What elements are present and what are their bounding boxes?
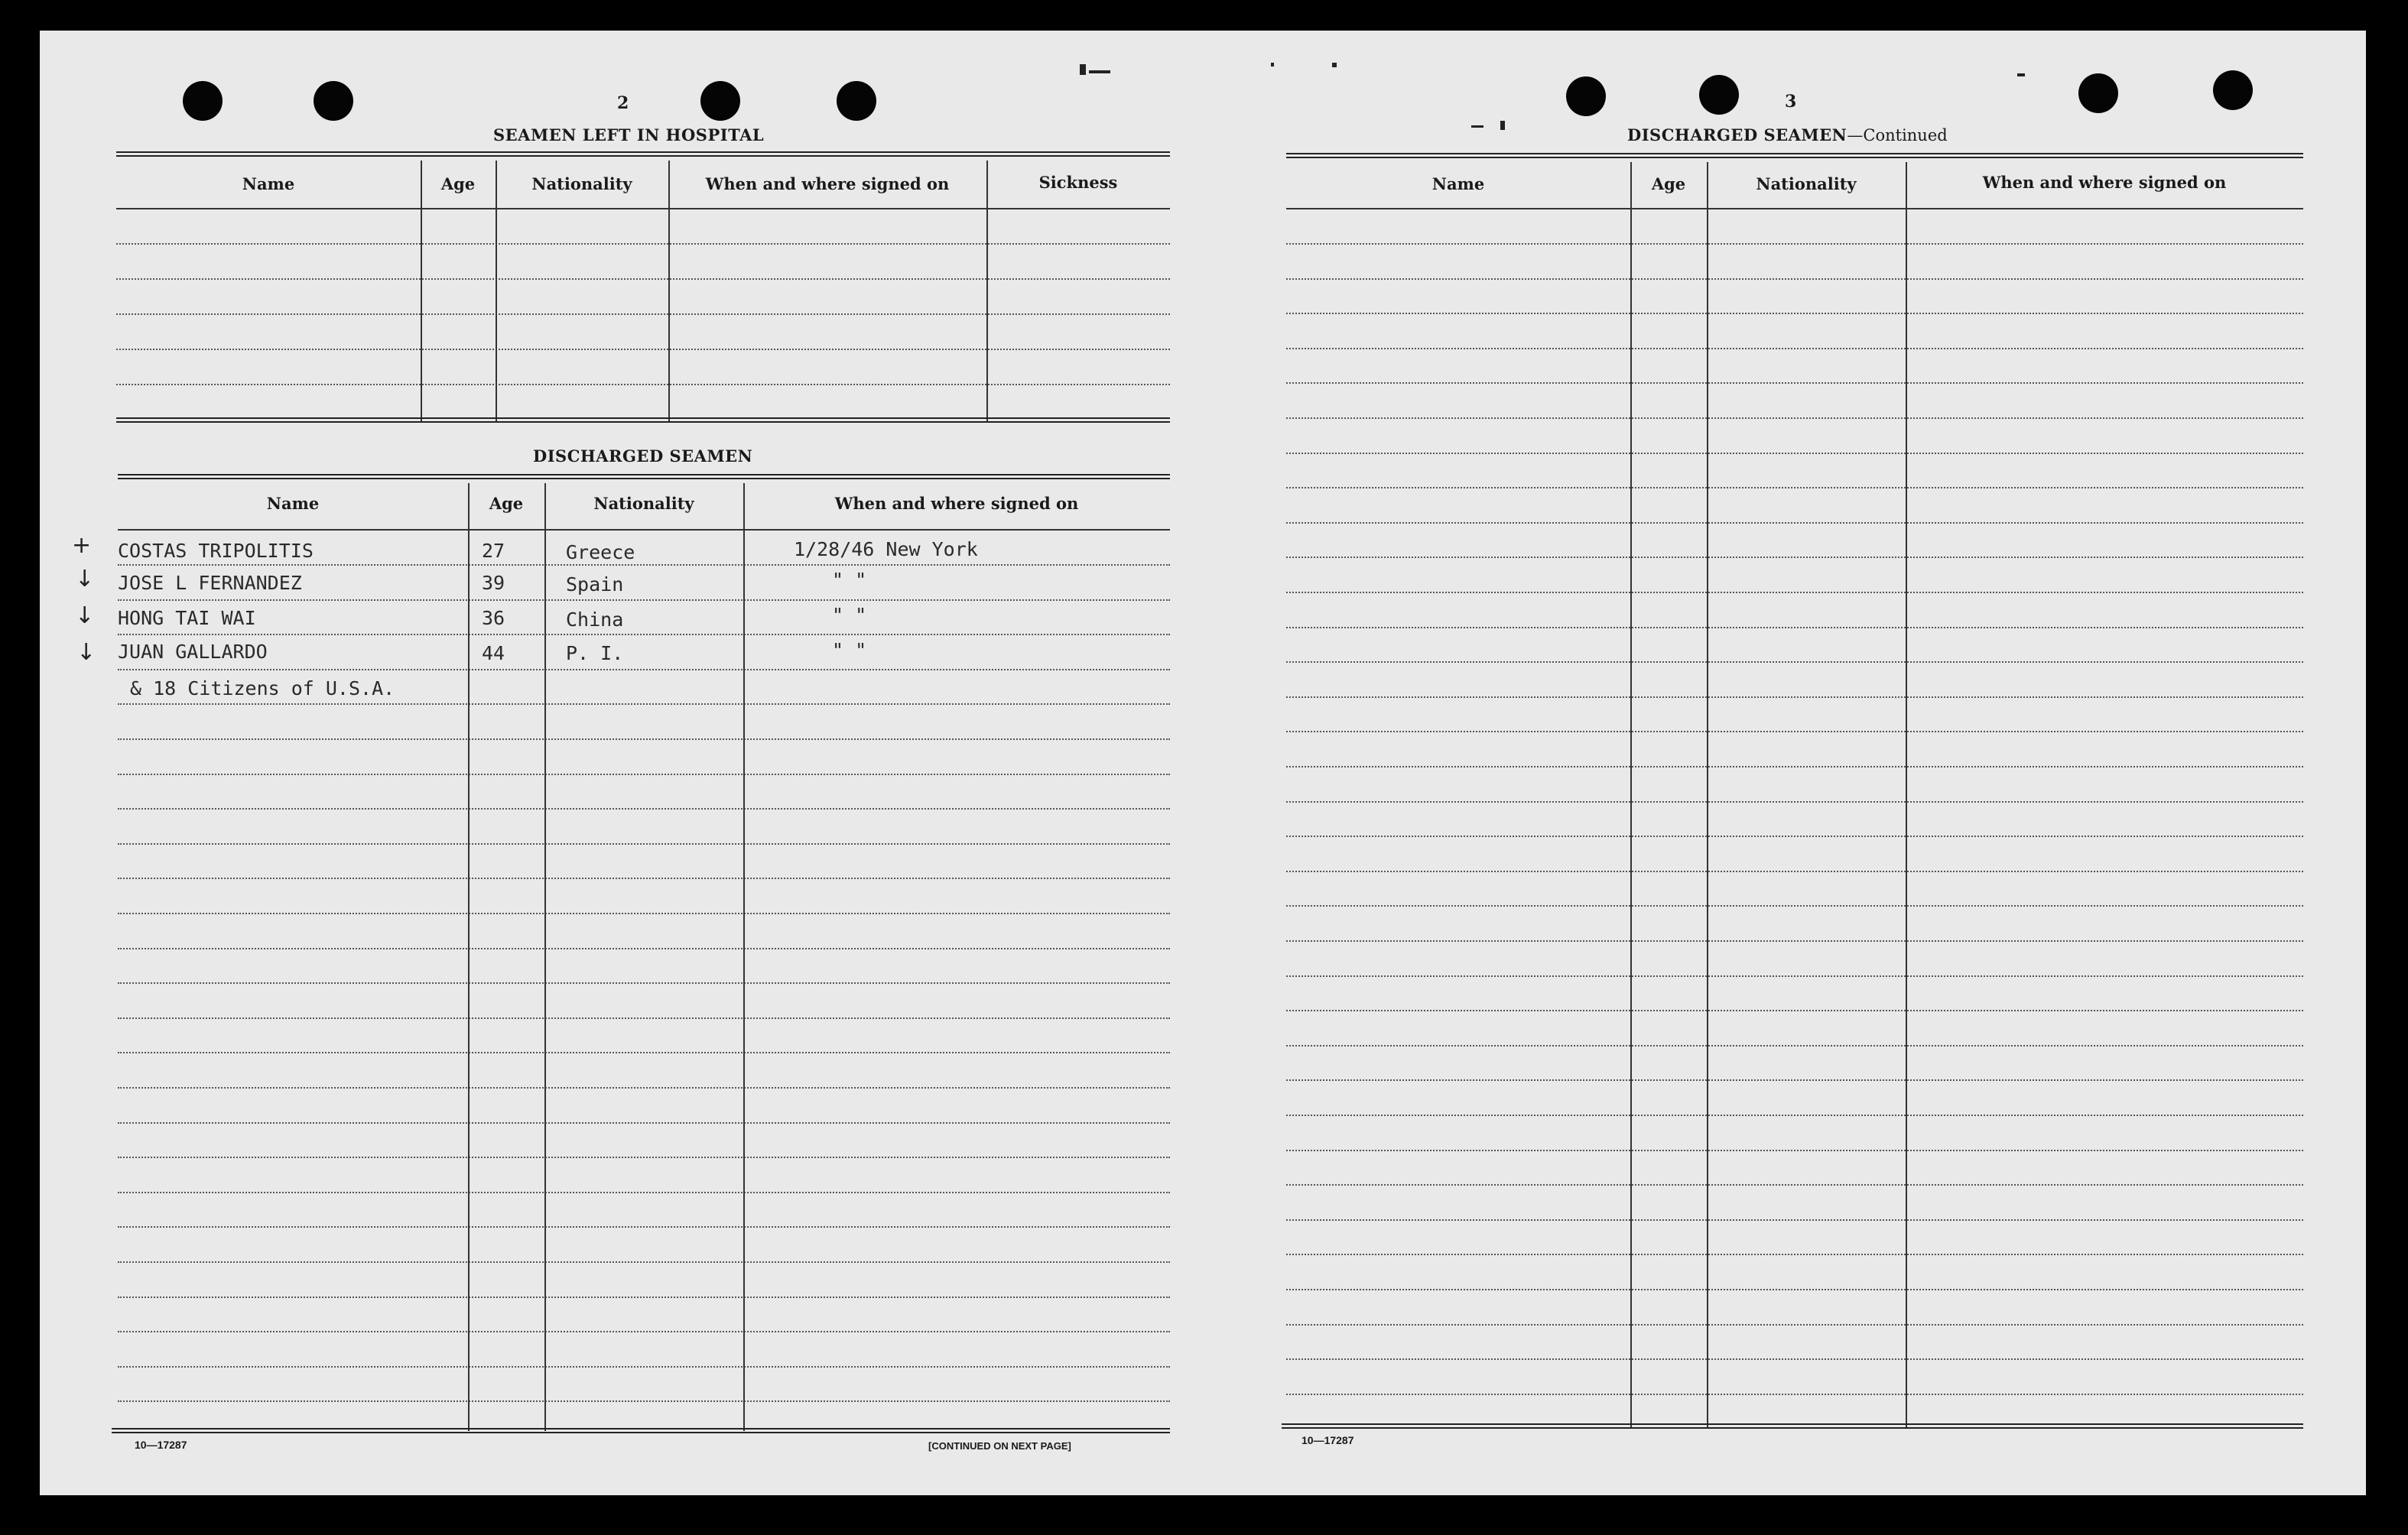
section-title-main: DISCHARGED SEAMEN (1627, 125, 1847, 144)
row-line (1286, 940, 2303, 942)
row-line (1286, 243, 2303, 245)
row-line (1286, 1358, 2303, 1360)
discharged-section-title: DISCHARGED SEAMEN (533, 446, 753, 466)
seaman-signed-on: " " (832, 604, 867, 626)
document-sheet (40, 31, 2366, 1495)
row-line (1286, 557, 2303, 558)
check-mark: + (72, 532, 92, 559)
seaman-name: JUAN GALLARDO (118, 641, 268, 663)
seaman-nationality: P. I. (566, 642, 624, 664)
check-mark: ↓ (75, 566, 95, 592)
page-number: 3 (1785, 92, 1797, 112)
row-line (1286, 1184, 2303, 1186)
row-line (1286, 696, 2303, 698)
seaman-age: 39 (482, 572, 505, 594)
row-line (1286, 1045, 2303, 1047)
seaman-age: 27 (482, 540, 505, 562)
seaman-name: HONG TAI WAI (118, 607, 256, 629)
col-header-signed-on: When and where signed on (834, 494, 1079, 513)
row-line (1286, 1010, 2303, 1011)
seaman-age: 44 (482, 642, 505, 664)
right-col-divider (1707, 162, 1708, 1428)
row-line (1286, 1324, 2303, 1326)
row-line (1286, 836, 2303, 837)
hospital-section-title: SEAMEN LEFT IN HOSPITAL (493, 125, 765, 144)
citizens-note: & 18 Citizens of U.S.A. (130, 677, 395, 699)
continued-note: [CONTINUED ON NEXT PAGE] (928, 1440, 1071, 1452)
col-header-nationality: Nationality (1756, 174, 1857, 193)
right-table-top-rule (1286, 153, 2303, 158)
row-line (1286, 975, 2303, 977)
right-table-bottom-rule (1282, 1423, 2303, 1429)
right-header-rule (1286, 208, 2303, 209)
page-number: 2 (617, 93, 629, 113)
row-line (1286, 278, 2303, 280)
row-line (1286, 522, 2303, 524)
right-col-divider (1906, 162, 1907, 1428)
col-header-age: Age (1651, 174, 1686, 193)
row-line (1286, 801, 2303, 803)
row-line (1286, 871, 2303, 872)
row-line (1286, 313, 2303, 314)
col-header-signed-on: When and where signed on (705, 174, 950, 193)
row-line (1286, 627, 2303, 628)
row-line (1286, 1289, 2303, 1290)
col-header-nationality: Nationality (593, 494, 694, 513)
row-line (1286, 1219, 2303, 1221)
discharged-continued-title (1627, 125, 1948, 144)
col-header-name: Name (1431, 174, 1485, 193)
row-line (1286, 487, 2303, 488)
row-line (1286, 382, 2303, 384)
form-number: 10—17287 (1301, 1434, 1354, 1446)
form-number: 10—17287 (135, 1439, 187, 1451)
col-header-name: Name (266, 494, 320, 513)
check-mark: ↓ (75, 602, 95, 629)
col-header-age: Age (440, 174, 476, 193)
seaman-nationality: Spain (566, 573, 624, 596)
row-line (1286, 731, 2303, 732)
row-line (1286, 661, 2303, 663)
col-header-sickness: Sickness (1038, 173, 1118, 192)
check-mark: ↓ (76, 639, 96, 666)
col-header-signed-on: When and where signed on (1982, 173, 2227, 192)
col-header-age: Age (489, 494, 524, 513)
seaman-signed-on: " " (832, 569, 867, 591)
row-line (1286, 592, 2303, 593)
row-line (1286, 453, 2303, 454)
row-line (1286, 1115, 2303, 1116)
row-line (1286, 1150, 2303, 1151)
row-line (1286, 766, 2303, 768)
seaman-signed-on: 1/28/46 New York (794, 538, 978, 560)
col-header-name: Name (242, 174, 295, 193)
seaman-nationality: Greece (566, 541, 635, 563)
row-line (1286, 417, 2303, 419)
right-page (40, 31, 2366, 1495)
right-col-divider (1630, 162, 1632, 1428)
seaman-nationality: China (566, 608, 624, 631)
section-title-suffix: —Continued (1847, 126, 1948, 144)
col-header-nationality: Nationality (531, 174, 632, 193)
row-line (1286, 1394, 2303, 1395)
row-line (1286, 905, 2303, 907)
row-line (1286, 348, 2303, 349)
seaman-name: COSTAS TRIPOLITIS (118, 540, 314, 562)
seaman-signed-on: " " (832, 639, 867, 661)
row-line (1286, 1254, 2303, 1255)
seaman-name: JOSE L FERNANDEZ (118, 572, 302, 594)
row-line (1286, 1079, 2303, 1081)
seaman-age: 36 (482, 607, 505, 629)
